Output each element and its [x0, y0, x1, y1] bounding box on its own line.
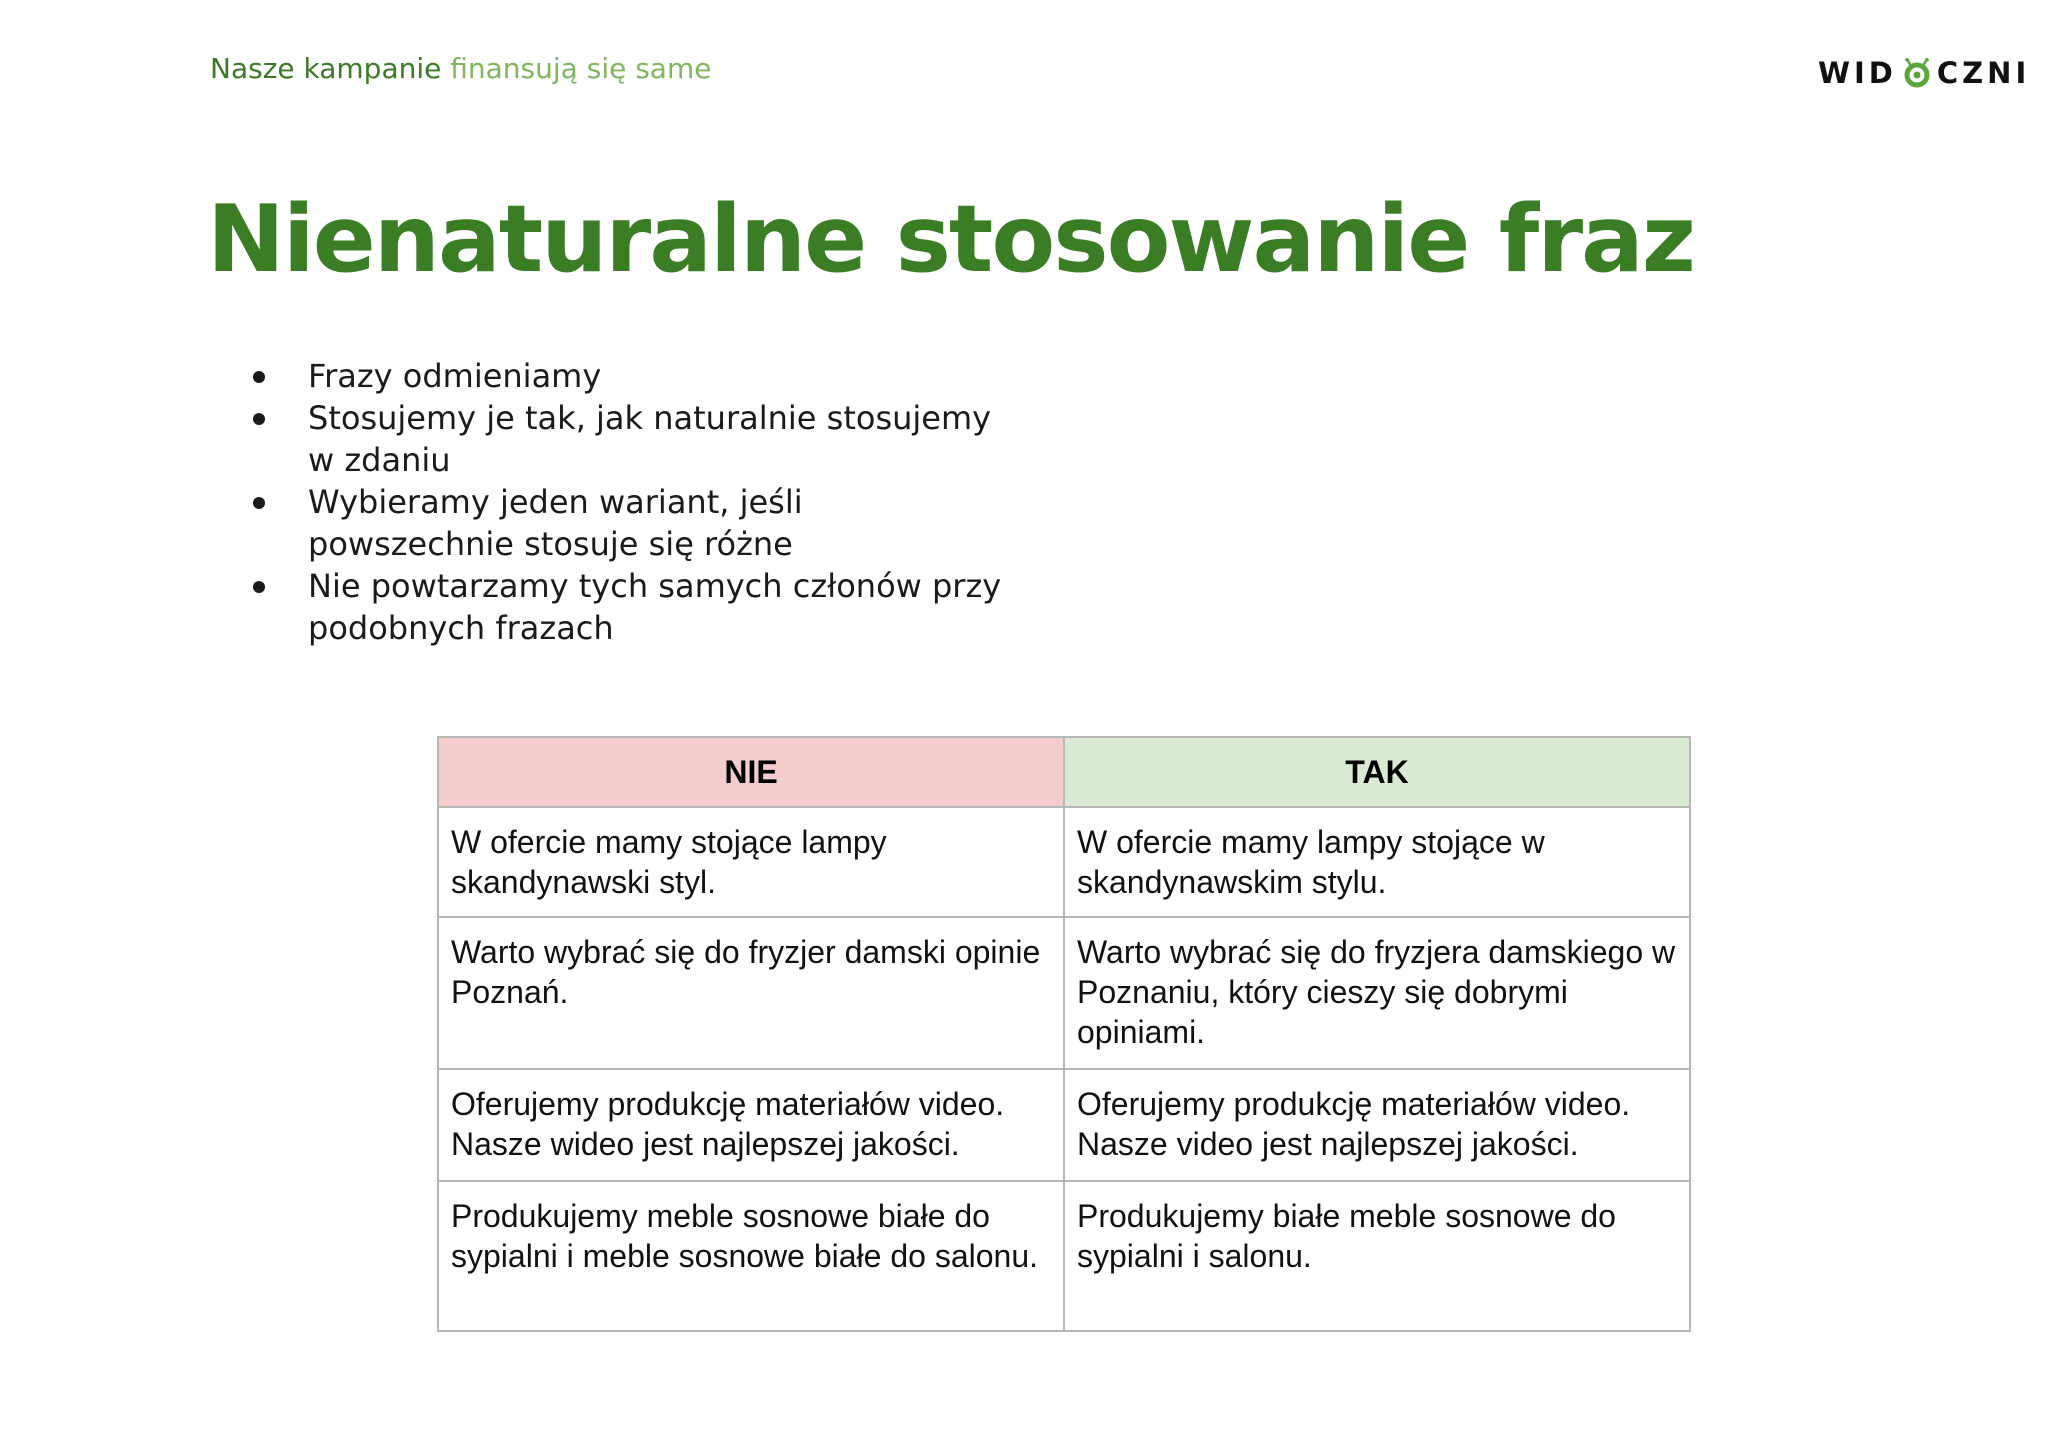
bullet-item: Nie powtarzamy tych samych członów przy podobnych frazach [250, 565, 1010, 649]
logo-text-left: WID [1818, 56, 1897, 90]
cell-nie: W ofercie mamy stojące lampy skandynawski styl. [438, 807, 1064, 917]
slide-tagline [210, 52, 711, 85]
cell-tak: Warto wybrać się do fryzjera damskiego w Poznaniu, który cieszy się dobrymi opiniami. [1064, 917, 1690, 1069]
table-row [438, 1181, 1690, 1331]
cell-tak: W ofercie mamy lampy stojące w skandynawskim stylu. [1064, 807, 1690, 917]
table-row [438, 807, 1690, 917]
widoczni-logo [1818, 56, 2030, 90]
bullet-item: Stosujemy je tak, jak naturalnie stosujemy w zdaniu [250, 397, 1010, 481]
bullet-list [250, 355, 1010, 649]
comparison-table [437, 736, 1691, 1332]
tagline-primary: Nasze kampanie [210, 52, 442, 85]
logo-text-right: CZNI [1936, 56, 2031, 90]
tagline-secondary: finansują się same [450, 52, 712, 85]
page-title: Nienaturalne stosowanie fraz [207, 185, 1694, 293]
cell-nie: Produkujemy meble sosnowe białe do sypialni i meble sosnowe białe do salonu. [438, 1181, 1064, 1331]
header-nie: NIE [438, 737, 1064, 807]
table-row [438, 917, 1690, 1069]
cell-nie: Oferujemy produkcję materiałów video. Nasze wideo jest najlepszej jakości. [438, 1069, 1064, 1181]
cell-tak: Oferujemy produkcję materiałów video. Nasze video jest najlepszej jakości. [1064, 1069, 1690, 1181]
bullet-item: Frazy odmieniamy [250, 355, 1010, 397]
cell-tak: Produkujemy białe meble sosnowe do sypialni i salonu. [1064, 1181, 1690, 1331]
table-row [438, 1069, 1690, 1181]
cell-nie: Warto wybrać się do fryzjer damski opinie Poznań. [438, 917, 1064, 1069]
bullet-item: Wybieramy jeden wariant, jeśli powszechnie stosuje się różne [250, 481, 1010, 565]
table-header-row [438, 737, 1690, 807]
header-tak: TAK [1064, 737, 1690, 807]
snail-o-icon [1900, 58, 1934, 88]
